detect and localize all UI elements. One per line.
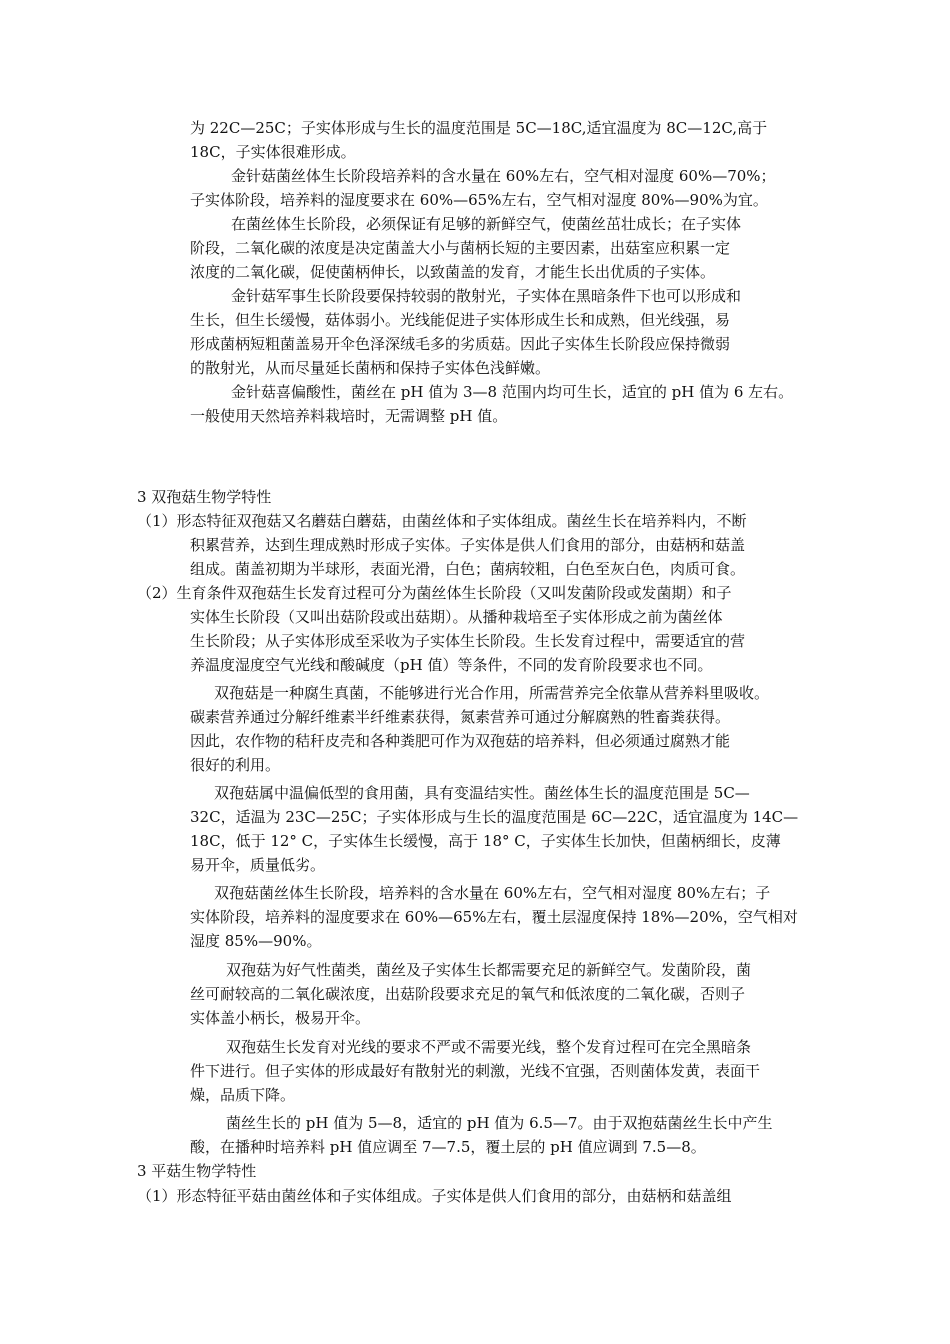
paragraph-line: 形成菌柄短粗菌盖易开伞色泽深绒毛多的劣质菇。因此子实体生长阶段应保持微弱 (190, 335, 731, 353)
paragraph-line: 菌丝生长的 pH 值为 5—8，适宜的 pH 值为 6.5—7。由于双抱菇菌丝生长中产生 (226, 1114, 773, 1132)
paragraph-line: 酸，在播种时培养料 pH 值应调至 7—7.5，覆土层的 pH 值应调到 7.5—8。 (190, 1138, 706, 1156)
paragraph-line: 因此，农作物的秸秆皮壳和各种粪肥可作为双孢菇的培养料，但必须通过腐熟才能 (190, 732, 731, 750)
paragraph-line: 实体阶段，培养料的湿度要求在 60%—65%左右，覆土层湿度保持 18%—20%，空气相对 (190, 908, 798, 926)
section-heading: 3 双孢菇生物学特性 (137, 488, 272, 506)
paragraph-line: 双孢菇属中温偏低型的食用菌，具有变温结实性。菌丝体生长的温度范围是 5C— (214, 784, 750, 802)
paragraph-line: （1）形态特征平菇由菌丝体和子实体组成。子实体是供人们食用的部分，由菇柄和菇盖组 (137, 1187, 732, 1205)
paragraph-line: 双孢菇生长发育对光线的要求不严或不需要光线，整个发育过程可在完全黑暗条 (226, 1038, 752, 1056)
paragraph-line: 为 22C—25C；子实体形成与生长的温度范围是 5C—18C,适宜温度为 8C—12C,高于 (190, 119, 768, 137)
paragraph-line: 件下进行。但子实体的形成最好有散射光的刺激，光线不宜强，否则菌体发黄，表面干 (190, 1062, 761, 1080)
paragraph-line: 32C，适温为 23C—25C；子实体形成与生长的温度范围是 6C—22C，适宜温度为 14C— (190, 808, 799, 826)
paragraph-line: 碳素营养通过分解纤维素半纤维素获得，氮素营养可通过分解腐熟的牲畜粪获得。 (190, 708, 731, 726)
paragraph-line: 燥，品质下降。 (190, 1086, 296, 1104)
paragraph-line: （2）生育条件双孢菇生长发育过程可分为菌丝体生长阶段（又叫发菌阶段或发菌期）和子 (137, 584, 732, 602)
paragraph-line: 阶段，二氧化碳的浓度是决定菌盖大小与菌柄长短的主要因素，出菇室应积累一定 (190, 239, 731, 257)
paragraph-line: 组成。菌盖初期为半球形，表面光滑，白色；菌病较粗，白色至灰白色，肉质可食。 (190, 560, 746, 578)
paragraph-line: 一般使用天然培养料栽培时，无需调整 pH 值。 (190, 407, 508, 425)
paragraph-line: 积累营养，达到生理成熟时形成子实体。子实体是供人们食用的部分，由菇柄和菇盖 (190, 536, 746, 554)
paragraph-line: 双孢菇菌丝体生长阶段，培养料的含水量在 60%左右，空气相对湿度 80%左右；子 (214, 884, 771, 902)
paragraph-line: 实体盖小柄长，极易开伞。 (190, 1009, 371, 1027)
paragraph-line: 易开伞，质量低劣。 (190, 856, 326, 874)
paragraph-line: 生长，但生长缓慢，菇体弱小。光线能促进子实体形成生长和成熟，但光线强，易 (190, 311, 731, 329)
paragraph-line: 金针菇喜偏酸性，菌丝在 pH 值为 3—8 范围内均可生长，适宜的 pH 值为 6 左右。 (231, 383, 794, 401)
paragraph-line: 金针菇军事生长阶段要保持较弱的散射光，子实体在黑暗条件下也可以形成和 (231, 287, 742, 305)
paragraph-line: 金针菇菌丝体生长阶段培养料的含水量在 60%左右，空气相对湿度 60%—70%； (231, 167, 776, 185)
paragraph-line: 实体生长阶段（又叫出菇阶段或出菇期）。从播种栽培至子实体形成之前为菌丝体 (190, 608, 723, 626)
paragraph-line: 在菌丝体生长阶段，必须保证有足够的新鲜空气，使菌丝茁壮成长；在子实体 (231, 215, 742, 233)
paragraph-line: 双孢菇为好气性菌类，菌丝及子实体生长都需要充足的新鲜空气。发菌阶段，菌 (226, 961, 752, 979)
paragraph-line: 湿度 85%—90%。 (190, 932, 322, 950)
paragraph-line: 双孢菇是一种腐生真菌，不能够进行光合作用，所需营养完全依靠从营养料里吸收。 (214, 684, 770, 702)
paragraph-line: 18C，低于 12° C，子实体生长缓慢，高于 18° C，子实体生长加快，但菌柄细长，皮薄 (190, 832, 781, 850)
section-heading: 3 平菇生物学特性 (137, 1162, 257, 1180)
paragraph-line: 很好的利用。 (190, 756, 281, 774)
paragraph-line: 丝可耐较高的二氧化碳浓度，出菇阶段要求充足的氧气和低浓度的二氧化碳，否则子 (190, 985, 746, 1003)
paragraph-line: 18C，子实体很难形成。 (190, 143, 356, 161)
paragraph-line: 生长阶段；从子实体形成至采收为子实体生长阶段。生长发育过程中，需要适宜的营 (190, 632, 746, 650)
paragraph-line: 浓度的二氧化碳，促使菌柄伸长，以致菌盖的发育，才能生长出优质的子实体。 (190, 263, 716, 281)
paragraph-line: 养温度湿度空气光线和酸碱度（pH 值）等条件，不同的发育阶段要求也不同。 (190, 656, 713, 674)
paragraph-line: 的散射光，从而尽量延长菌柄和保持子实体色浅鲜嫩。 (190, 359, 551, 377)
paragraph-line: （1）形态特征双孢菇又名蘑菇白蘑菇，由菌丝体和子实体组成。菌丝生长在培养料内，不断 (137, 512, 747, 530)
paragraph-line: 子实体阶段，培养料的湿度要求在 60%—65%左右，空气相对湿度 80%—90%为宜。 (190, 191, 768, 209)
